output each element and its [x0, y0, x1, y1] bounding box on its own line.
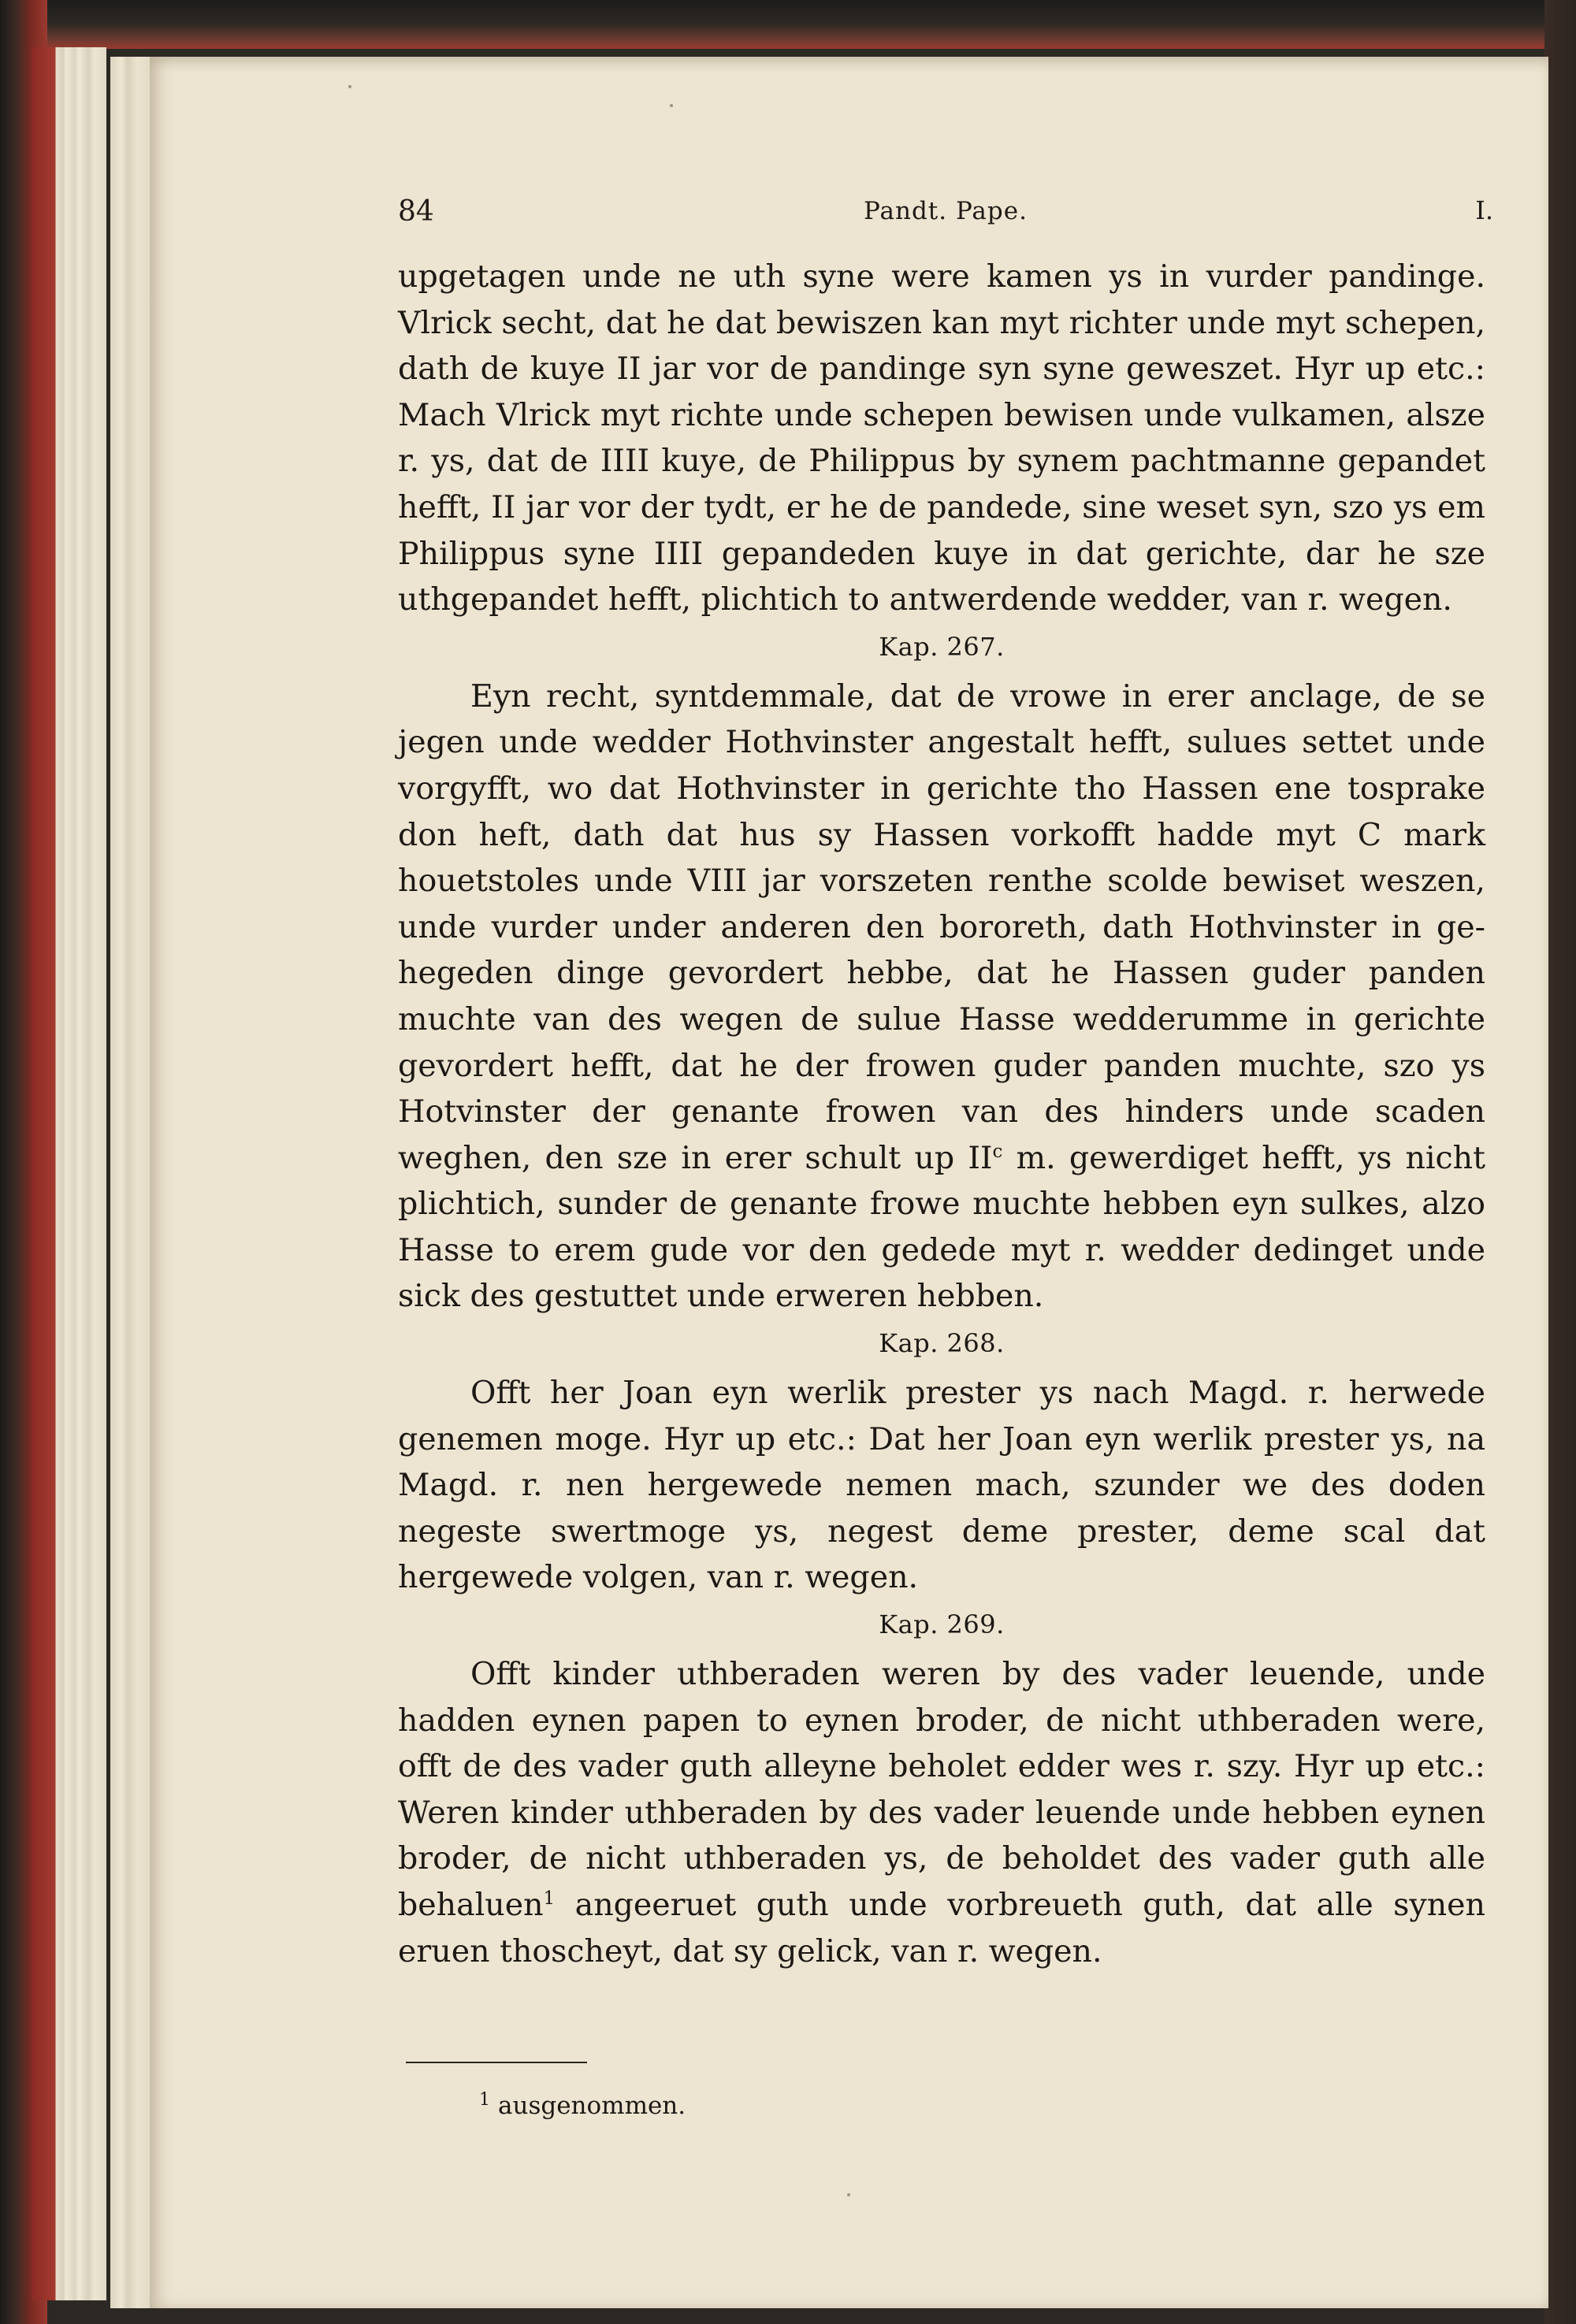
chapter-heading-267: Kap. 267.: [879, 631, 1005, 662]
page-number: 84: [398, 195, 434, 228]
paper-speck: [348, 85, 351, 88]
footnote-text: ausgenommen.: [498, 2092, 686, 2120]
chapter-heading-269: Kap. 269.: [879, 1609, 1005, 1640]
footnote-number: 1: [479, 2089, 490, 2110]
book-cover-right: [1544, 0, 1576, 2324]
page-gutter: [110, 57, 150, 2308]
paragraph-kap-268: Offt her Joan eyn werlik prester ys nach Magd. r. herwede genemen moge. Hyr up etc.: Dat her Joan eyn werlik prester ys, na Magd. r. nen hergewede nemen mach, szunder we des doden negeste swertmoge ys, negest deme prester, deme scal dat hergewede volgen, van r. wegen.: [398, 1375, 1485, 1596]
paragraph-text: Eyn recht, syntdemmale, dat de vrowe in erer anclage, de se jegen unde wedder Hothvinster angestalt hefft, sulues settet unde vorgyfft, wo dat Hothvinster in gerichte tho Hassen ene tosprake don heft, dath dat hus sy Hassen vorkofft hadde myt C mark houetstoles unde VIII jar vorszeten renthe scolde bewiset weszen, unde vurder under anderen den bororeth, dath Hothvinster in gehegeden dinge gevordert hebbe, dat he Hassen guder panden muchte van des wegen de sulue Hasse wedderumme in gerichte gevordert hefft, dat he der frowen guder panden muchte, szo ys Hotvinster der genante frowen van des hinders unde scaden weghen, den sze in erer schult up: [398, 678, 1485, 1176]
running-head-title: Pandt. Pape.: [864, 197, 1028, 225]
superscript-c: c: [992, 1141, 1003, 1162]
paragraph-kap-267: [398, 674, 1485, 1320]
footnote: [479, 2089, 686, 2120]
page-edges: [32, 47, 106, 2300]
running-header: [398, 195, 1493, 235]
roman-numeral: II: [968, 1139, 993, 1176]
paragraph-text: angeeruet guth unde vorbreueth guth, dat alle synen eruen thoscheyt, dat sy gelick, van r. wegen.: [398, 1887, 1485, 1969]
section-mark: I.: [1475, 195, 1493, 225]
chapter-heading-268: Kap. 268.: [879, 1328, 1005, 1359]
paper-speck: [670, 104, 673, 107]
main-text: [398, 254, 1485, 1974]
paragraph-text: m. gewerdiget hefft, ys nicht plichtich, sunder de genante frowe muchte hebben eyn sulkes, alzo Hasse to erem gude vor den gedede myt r. wedder dedinget unde sick des gestuttet unde erweren hebben.: [398, 1139, 1485, 1315]
paragraph-kap-269: [398, 1651, 1485, 1974]
paragraph-continuation: upgetagen unde ne uth syne were kamen ys in vurder pandinge. Vlrick secht, dat he dat bewiszen kan myt richter unde myt schepen, dath de kuye II jar vor de pandinge syn syne geweszet. Hyr up etc.: Mach Vlrick myt richte unde schepen bewisen unde vulkamen, alsze r. ys, dat de IIII kuye, de Philippus by synem pachtmanne gepandet hefft, II jar vor der tydt, er he de pandede, sine weset syn, szo ys em Philippus syne IIII gepandeden kuye in dat gerichte, dar he sze uthgepandet hefft, plichtich to antwerdende wedder, van r. wegen.: [398, 258, 1485, 618]
paragraph-text: Offt kinder uthberaden weren by des vader leuende, unde hadden eynen papen to eynen broder, de nicht uthberaden were, offt de des vader guth alleyne beholet edder wes r. szy. Hyr up etc.: Weren kinder uthberaden by des vader leuende unde hebben eynen broder, de nicht uthberaden ys, de beholdet des vader guth alle behaluen: [398, 1656, 1485, 1923]
footnote-reference: 1: [543, 1888, 556, 1909]
footnote-divider: [406, 2062, 587, 2063]
book-cover-top: [0, 0, 1576, 49]
paper-speck: [847, 2193, 850, 2196]
